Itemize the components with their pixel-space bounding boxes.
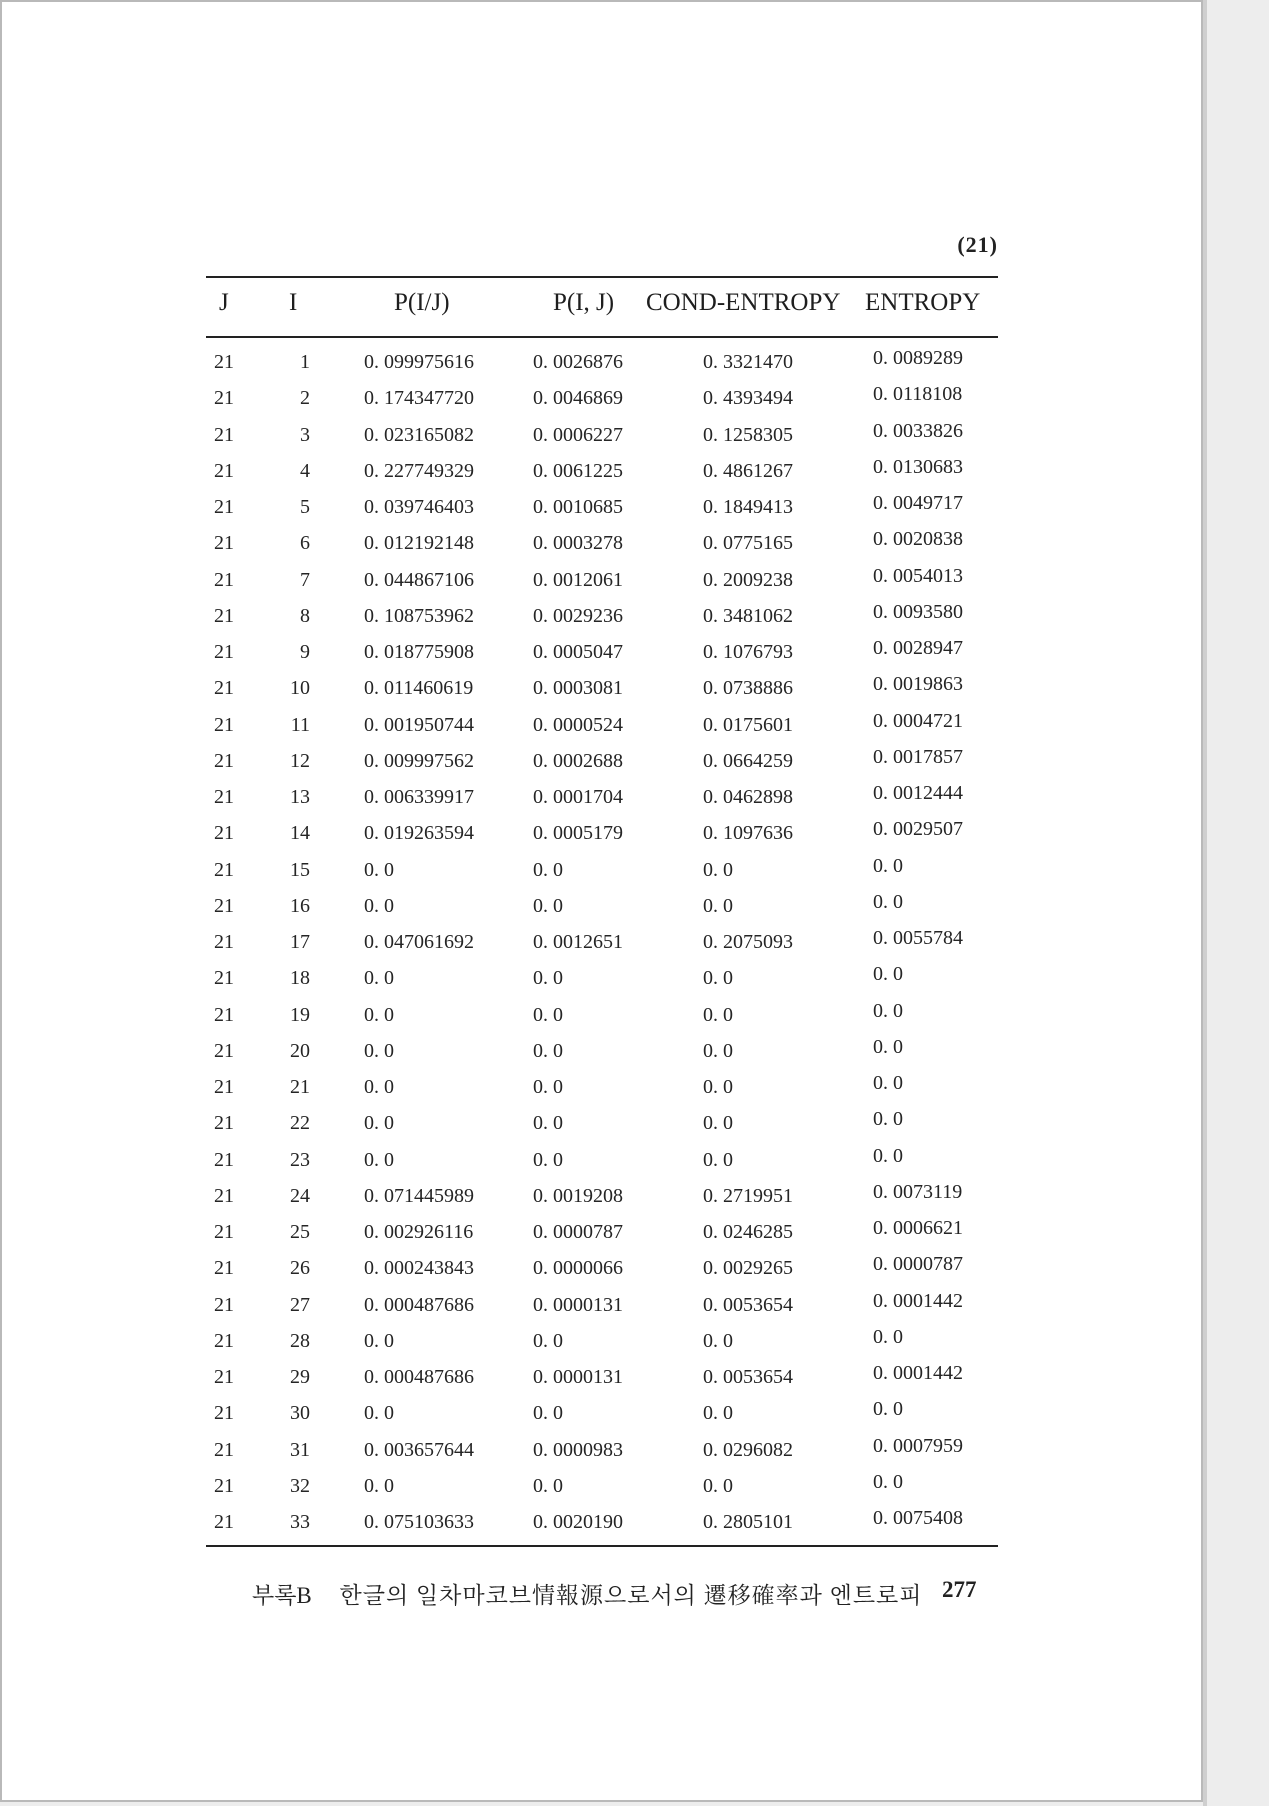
cell-i: 13 [290, 786, 310, 808]
cell-entropy: 0. 0 [873, 1144, 903, 1167]
cell-cond-entropy: 0. 0 [703, 967, 733, 990]
table-row [2, 1398, 1205, 1434]
cell-j: 21 [214, 1221, 234, 1243]
cell-joint-probability: 0. 0 [533, 1076, 563, 1098]
cell-joint-probability: 0. 0 [533, 1112, 563, 1135]
table-row [2, 347, 1205, 383]
cell-i: 6 [300, 532, 310, 555]
cell-j: 21 [214, 1148, 234, 1171]
cell-conditional-probability: 0. 000487686 [364, 1366, 474, 1388]
column-header-conditional-probability: P(I/J) [394, 289, 450, 316]
cell-cond-entropy: 0. 3481062 [703, 604, 793, 627]
cell-conditional-probability: 0. 039746403 [364, 496, 474, 518]
table-top-rule [206, 276, 998, 278]
cell-i: 27 [290, 1293, 310, 1316]
cell-i: 23 [290, 1148, 310, 1171]
cell-j: 21 [214, 1438, 234, 1461]
cell-joint-probability: 0. 0010685 [533, 496, 623, 518]
cell-joint-probability: 0. 0006227 [533, 423, 623, 446]
table-row [2, 1507, 1205, 1543]
table-row [2, 492, 1205, 528]
cell-entropy: 0. 0 [873, 1035, 903, 1058]
table-row [2, 1362, 1205, 1398]
cell-j: 21 [214, 1257, 234, 1280]
cell-joint-probability: 0. 0 [533, 967, 563, 990]
cell-cond-entropy: 0. 0738886 [703, 677, 793, 700]
cell-i: 24 [290, 1184, 310, 1207]
cell-entropy: 0. 0054013 [873, 564, 963, 587]
cell-cond-entropy: 0. 4861267 [703, 459, 793, 482]
cell-j: 21 [214, 496, 234, 518]
cell-joint-probability: 0. 0 [533, 894, 563, 917]
cell-cond-entropy: 0. 0462898 [703, 786, 793, 808]
cell-entropy: 0. 0029507 [873, 818, 963, 841]
cell-cond-entropy: 0. 2009238 [703, 568, 793, 591]
cell-entropy: 0. 0 [873, 1325, 903, 1348]
cell-joint-probability: 0. 0000066 [533, 1257, 623, 1280]
cell-i: 7 [300, 568, 310, 591]
cell-i: 11 [290, 713, 310, 736]
table-row [2, 383, 1205, 419]
cell-joint-probability: 0. 0012061 [533, 568, 623, 591]
cell-joint-probability: 0. 0 [533, 1148, 563, 1171]
cell-conditional-probability: 0. 174347720 [364, 387, 474, 410]
footer-appendix-label: 부록B [252, 1583, 312, 1608]
cell-i: 28 [290, 1329, 310, 1352]
cell-i: 32 [290, 1474, 310, 1497]
cell-cond-entropy: 0. 0246285 [703, 1221, 793, 1243]
table-row [2, 1217, 1205, 1253]
table-row [2, 673, 1205, 709]
cell-i: 31 [290, 1438, 310, 1461]
cell-i: 25 [290, 1221, 310, 1243]
cell-entropy: 0. 0 [873, 1470, 903, 1493]
cell-joint-probability: 0. 0005179 [533, 822, 623, 845]
column-header-cond-entropy: COND-ENTROPY [646, 289, 841, 316]
cell-j: 21 [214, 1112, 234, 1135]
cell-j: 21 [214, 858, 234, 881]
cell-entropy: 0. 0 [873, 1398, 903, 1421]
cell-i: 5 [300, 496, 310, 518]
table-row [2, 746, 1205, 782]
table-row [2, 891, 1205, 927]
cell-conditional-probability: 0. 0 [364, 894, 394, 917]
cell-entropy: 0. 0075408 [873, 1507, 963, 1529]
cell-conditional-probability: 0. 018775908 [364, 641, 474, 663]
cell-j: 21 [214, 931, 234, 953]
table-row [2, 710, 1205, 746]
table-row [2, 855, 1205, 891]
cell-j: 21 [214, 1293, 234, 1316]
running-footer [252, 1577, 982, 1610]
table-row [2, 637, 1205, 673]
cell-entropy: 0. 0000787 [873, 1253, 963, 1276]
cell-conditional-probability: 0. 0 [364, 1148, 394, 1171]
cell-conditional-probability: 0. 047061692 [364, 931, 474, 953]
page-edge-shadow [1203, 0, 1207, 1806]
cell-entropy: 0. 0130683 [873, 455, 963, 478]
cell-i: 29 [290, 1366, 310, 1388]
cell-joint-probability: 0. 0 [533, 1329, 563, 1352]
cell-conditional-probability: 0. 044867106 [364, 568, 474, 591]
cell-cond-entropy: 0. 0 [703, 1076, 733, 1098]
cell-joint-probability: 0. 0002688 [533, 749, 623, 772]
cell-conditional-probability: 0. 009997562 [364, 749, 474, 772]
cell-j: 21 [214, 677, 234, 700]
cell-conditional-probability: 0. 003657644 [364, 1438, 474, 1461]
table-row [2, 1108, 1205, 1144]
cell-conditional-probability: 0. 0 [364, 858, 394, 881]
cell-entropy: 0. 0 [873, 1108, 903, 1131]
cell-i: 3 [300, 423, 310, 446]
cell-j: 21 [214, 387, 234, 410]
cell-i: 26 [290, 1257, 310, 1280]
cell-conditional-probability: 0. 0 [364, 1076, 394, 1098]
footer-title: 한글의 일차마코브情報源으로서의 遷移確率과 엔트로피 [339, 1583, 923, 1608]
table-row [2, 565, 1205, 601]
cell-i: 9 [300, 641, 310, 663]
cell-joint-probability: 0. 0005047 [533, 641, 623, 663]
cell-j: 21 [214, 459, 234, 482]
cell-cond-entropy: 0. 0775165 [703, 532, 793, 555]
cell-entropy: 0. 0 [873, 890, 903, 913]
cell-joint-probability: 0. 0001704 [533, 786, 623, 808]
cell-joint-probability: 0. 0046869 [533, 387, 623, 410]
cell-cond-entropy: 0. 1076793 [703, 641, 793, 663]
cell-j: 21 [214, 1366, 234, 1388]
cell-joint-probability: 0. 0000131 [533, 1366, 623, 1388]
cell-joint-probability: 0. 0 [533, 1402, 563, 1425]
cell-joint-probability: 0. 0 [533, 1474, 563, 1497]
cell-entropy: 0. 0012444 [873, 782, 963, 804]
cell-entropy: 0. 0006621 [873, 1217, 963, 1239]
cell-entropy: 0. 0055784 [873, 927, 963, 949]
cell-entropy: 0. 0001442 [873, 1289, 963, 1312]
cell-cond-entropy: 0. 0 [703, 1003, 733, 1026]
cell-i: 21 [290, 1076, 310, 1098]
cell-i: 17 [290, 931, 310, 953]
cell-cond-entropy: 0. 0175601 [703, 713, 793, 736]
cell-j: 21 [214, 1329, 234, 1352]
cell-j: 21 [214, 568, 234, 591]
cell-i: 2 [300, 387, 310, 410]
cell-cond-entropy: 0. 2075093 [703, 931, 793, 953]
cell-conditional-probability: 0. 023165082 [364, 423, 474, 446]
cell-entropy: 0. 0001442 [873, 1362, 963, 1384]
table-row [2, 528, 1205, 564]
cell-joint-probability: 0. 0 [533, 1003, 563, 1026]
cell-i: 30 [290, 1402, 310, 1425]
table-row [2, 420, 1205, 456]
footer-page-number: 277 [942, 1577, 977, 1602]
cell-joint-probability: 0. 0000787 [533, 1221, 623, 1243]
cell-i: 10 [290, 677, 310, 700]
column-header-i: I [289, 289, 298, 316]
cell-i: 14 [290, 822, 310, 845]
cell-cond-entropy: 0. 1849413 [703, 496, 793, 518]
cell-i: 4 [300, 459, 310, 482]
cell-i: 22 [290, 1112, 310, 1135]
cell-entropy: 0. 0118108 [873, 383, 963, 406]
table-row [2, 1253, 1205, 1289]
cell-joint-probability: 0. 0000524 [533, 713, 623, 736]
cell-entropy: 0. 0049717 [873, 492, 963, 514]
table-row [2, 1036, 1205, 1072]
cell-conditional-probability: 0. 000243843 [364, 1257, 474, 1280]
table-row [2, 1290, 1205, 1326]
cell-joint-probability: 0. 0020190 [533, 1511, 623, 1533]
cell-conditional-probability: 0. 099975616 [364, 351, 474, 373]
cell-entropy: 0. 0 [873, 854, 903, 877]
cell-cond-entropy: 0. 0 [703, 1112, 733, 1135]
cell-entropy: 0. 0028947 [873, 637, 963, 659]
cell-cond-entropy: 0. 0664259 [703, 749, 793, 772]
cell-joint-probability: 0. 0026876 [533, 351, 623, 373]
cell-i: 20 [290, 1039, 310, 1062]
cell-cond-entropy: 0. 2719951 [703, 1184, 793, 1207]
cell-j: 21 [214, 786, 234, 808]
cell-j: 21 [214, 713, 234, 736]
cell-entropy: 0. 0093580 [873, 600, 963, 623]
cell-entropy: 0. 0 [873, 963, 903, 986]
cell-conditional-probability: 0. 011460619 [364, 677, 474, 700]
cell-i: 1 [300, 351, 310, 373]
cell-j: 21 [214, 1003, 234, 1026]
cell-entropy: 0. 0 [873, 999, 903, 1022]
table-header-rule [206, 336, 998, 338]
table-row [2, 1145, 1205, 1181]
cell-j: 21 [214, 641, 234, 663]
cell-cond-entropy: 0. 0053654 [703, 1366, 793, 1388]
table-body [2, 347, 1205, 1543]
table-row [2, 1072, 1205, 1108]
cell-conditional-probability: 0. 0 [364, 1112, 394, 1135]
cell-i: 18 [290, 967, 310, 990]
cell-entropy: 0. 0007959 [873, 1434, 963, 1457]
table-row [2, 601, 1205, 637]
cell-cond-entropy: 0. 0 [703, 1329, 733, 1352]
cell-cond-entropy: 0. 0 [703, 858, 733, 881]
cell-i: 15 [290, 858, 310, 881]
cell-conditional-probability: 0. 108753962 [364, 604, 474, 627]
cell-joint-probability: 0. 0003278 [533, 532, 623, 555]
cell-j: 21 [214, 1511, 234, 1533]
cell-joint-probability: 0. 0012651 [533, 931, 623, 953]
column-header-joint-probability: P(I, J) [553, 289, 615, 316]
cell-j: 21 [214, 532, 234, 555]
table-row [2, 1435, 1205, 1471]
cell-entropy: 0. 0073119 [873, 1180, 963, 1203]
table-row [2, 1181, 1205, 1217]
cell-j: 21 [214, 604, 234, 627]
cell-cond-entropy: 0. 0053654 [703, 1293, 793, 1316]
cell-i: 16 [290, 894, 310, 917]
cell-entropy: 0. 0 [873, 1072, 903, 1094]
cell-conditional-probability: 0. 012192148 [364, 532, 474, 555]
cell-j: 21 [214, 894, 234, 917]
cell-entropy: 0. 0004721 [873, 709, 963, 732]
cell-conditional-probability: 0. 001950744 [364, 713, 474, 736]
cell-conditional-probability: 0. 006339917 [364, 786, 474, 808]
cell-j: 21 [214, 1184, 234, 1207]
cell-j: 21 [214, 1039, 234, 1062]
cell-cond-entropy: 0. 0 [703, 1148, 733, 1171]
cell-conditional-probability: 0. 0 [364, 1402, 394, 1425]
table-row [2, 927, 1205, 963]
cell-joint-probability: 0. 0 [533, 858, 563, 881]
cell-conditional-probability: 0. 071445989 [364, 1184, 474, 1207]
cell-joint-probability: 0. 0019208 [533, 1184, 623, 1207]
cell-j: 21 [214, 749, 234, 772]
section-number: (21) [957, 232, 998, 257]
table-row [2, 456, 1205, 492]
cell-joint-probability: 0. 0061225 [533, 459, 623, 482]
cell-i: 8 [300, 604, 310, 627]
cell-j: 21 [214, 351, 234, 373]
cell-conditional-probability: 0. 000487686 [364, 1293, 474, 1316]
cell-entropy: 0. 0033826 [873, 419, 963, 442]
cell-conditional-probability: 0. 019263594 [364, 822, 474, 845]
cell-cond-entropy: 0. 0 [703, 1402, 733, 1425]
cell-cond-entropy: 0. 1097636 [703, 822, 793, 845]
table-row [2, 1000, 1205, 1036]
table-bottom-rule [206, 1545, 998, 1547]
table-row [2, 1326, 1205, 1362]
cell-i: 12 [290, 749, 310, 772]
cell-entropy: 0. 0020838 [873, 528, 963, 551]
cell-cond-entropy: 0. 0 [703, 1474, 733, 1497]
table-row [2, 818, 1205, 854]
cell-cond-entropy: 0. 0 [703, 1039, 733, 1062]
cell-conditional-probability: 0. 0 [364, 1329, 394, 1352]
cell-cond-entropy: 0. 2805101 [703, 1511, 793, 1533]
cell-joint-probability: 0. 0000983 [533, 1438, 623, 1461]
column-header-entropy: ENTROPY [865, 289, 981, 316]
cell-cond-entropy: 0. 0029265 [703, 1257, 793, 1280]
cell-joint-probability: 0. 0 [533, 1039, 563, 1062]
cell-j: 21 [214, 967, 234, 990]
cell-j: 21 [214, 1402, 234, 1425]
cell-entropy: 0. 0017857 [873, 745, 963, 768]
cell-cond-entropy: 0. 0296082 [703, 1438, 793, 1461]
cell-j: 21 [214, 423, 234, 446]
cell-joint-probability: 0. 0003081 [533, 677, 623, 700]
cell-i: 19 [290, 1003, 310, 1026]
cell-conditional-probability: 0. 227749329 [364, 459, 474, 482]
column-header-j: J [219, 289, 229, 316]
table-row [2, 963, 1205, 999]
table-row [2, 782, 1205, 818]
cell-cond-entropy: 0. 3321470 [703, 351, 793, 373]
cell-conditional-probability: 0. 075103633 [364, 1511, 474, 1533]
cell-conditional-probability: 0. 0 [364, 1003, 394, 1026]
cell-conditional-probability: 0. 0 [364, 1474, 394, 1497]
cell-conditional-probability: 0. 0 [364, 1039, 394, 1062]
cell-j: 21 [214, 1076, 234, 1098]
cell-entropy: 0. 0019863 [873, 673, 963, 696]
cell-joint-probability: 0. 0029236 [533, 604, 623, 627]
cell-i: 33 [290, 1511, 310, 1533]
cell-cond-entropy: 0. 0 [703, 894, 733, 917]
table-row [2, 1471, 1205, 1507]
cell-joint-probability: 0. 0000131 [533, 1293, 623, 1316]
cell-j: 21 [214, 822, 234, 845]
cell-conditional-probability: 0. 002926116 [364, 1221, 474, 1243]
cell-cond-entropy: 0. 1258305 [703, 423, 793, 446]
cell-cond-entropy: 0. 4393494 [703, 387, 793, 410]
cell-j: 21 [214, 1474, 234, 1497]
cell-conditional-probability: 0. 0 [364, 967, 394, 990]
cell-entropy: 0. 0089289 [873, 347, 963, 369]
